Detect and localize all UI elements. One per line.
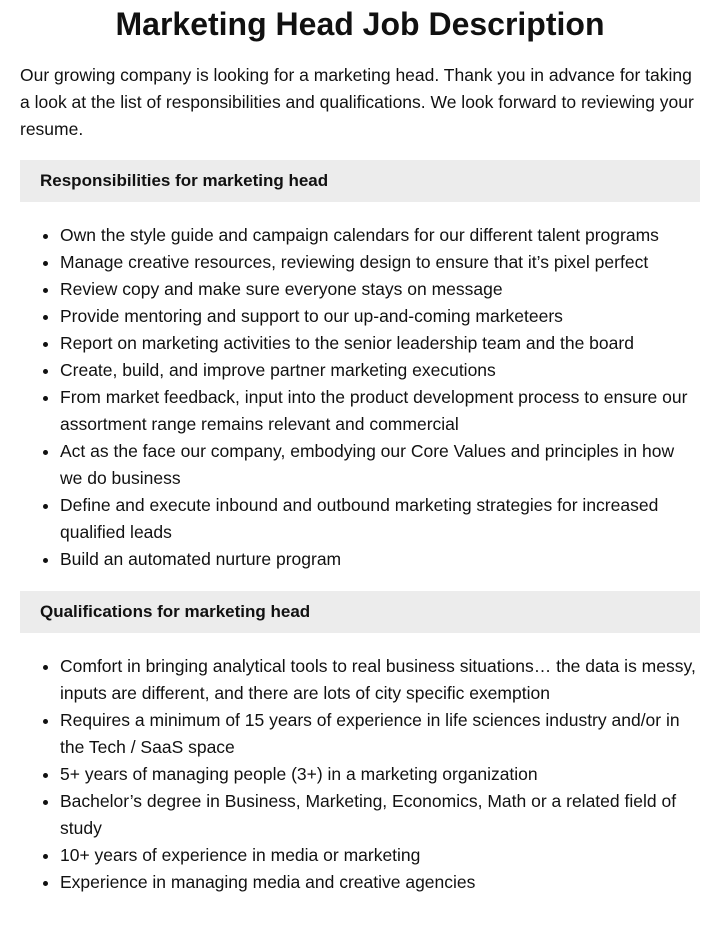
list-item: • Requires a minimum of 15 years of experience in life sciences industry and/or in the Tech / SaaS space — [60, 707, 700, 761]
list-item: • Manage creative resources, reviewing design to ensure that it’s pixel perfect — [60, 249, 700, 276]
list-item: • Report on marketing activities to the senior leadership team and the board — [60, 330, 700, 357]
list-item: • 5+ years of managing people (3+) in a marketing organization — [60, 761, 700, 788]
list-item: • Bachelor’s degree in Business, Marketing, Economics, Math or a related field of study — [60, 788, 700, 842]
list-item: • Build an automated nurture program — [60, 546, 700, 573]
list-item: • Act as the face our company, embodying our Core Values and principles in how we do business — [60, 438, 700, 492]
list-item: • Create, build, and improve partner marketing executions — [60, 357, 700, 384]
list-item: • Experience in managing media and creative agencies — [60, 869, 700, 896]
list-item: • Provide mentoring and support to our up-and-coming marketeers — [60, 303, 700, 330]
responsibilities-heading: Responsibilities for marketing head — [20, 160, 700, 202]
list-item: • Define and execute inbound and outbound marketing strategies for increased qualified leads — [60, 492, 700, 546]
responsibilities-list — [20, 222, 700, 573]
list-item: • Review copy and make sure everyone stays on message — [60, 276, 700, 303]
qualifications-heading: Qualifications for marketing head — [20, 591, 700, 633]
page-title: Marketing Head Job Description — [115, 6, 605, 42]
list-item: • 10+ years of experience in media or marketing — [60, 842, 700, 869]
qualifications-list — [20, 653, 700, 896]
list-item: • Comfort in bringing analytical tools to real business situations… the data is messy, inputs are different, and there are lots of city specific exemption — [60, 653, 700, 707]
intro-text: Our growing company is looking for a marketing head. Thank you in advance for taking a look at the list of responsibilities and qualifications. We look forward to reviewing your resume. — [20, 65, 694, 139]
list-item: • From market feedback, input into the product development process to ensure our assortment range remains relevant and commercial — [60, 384, 700, 438]
list-item: • Own the style guide and campaign calendars for our different talent programs — [60, 222, 700, 249]
